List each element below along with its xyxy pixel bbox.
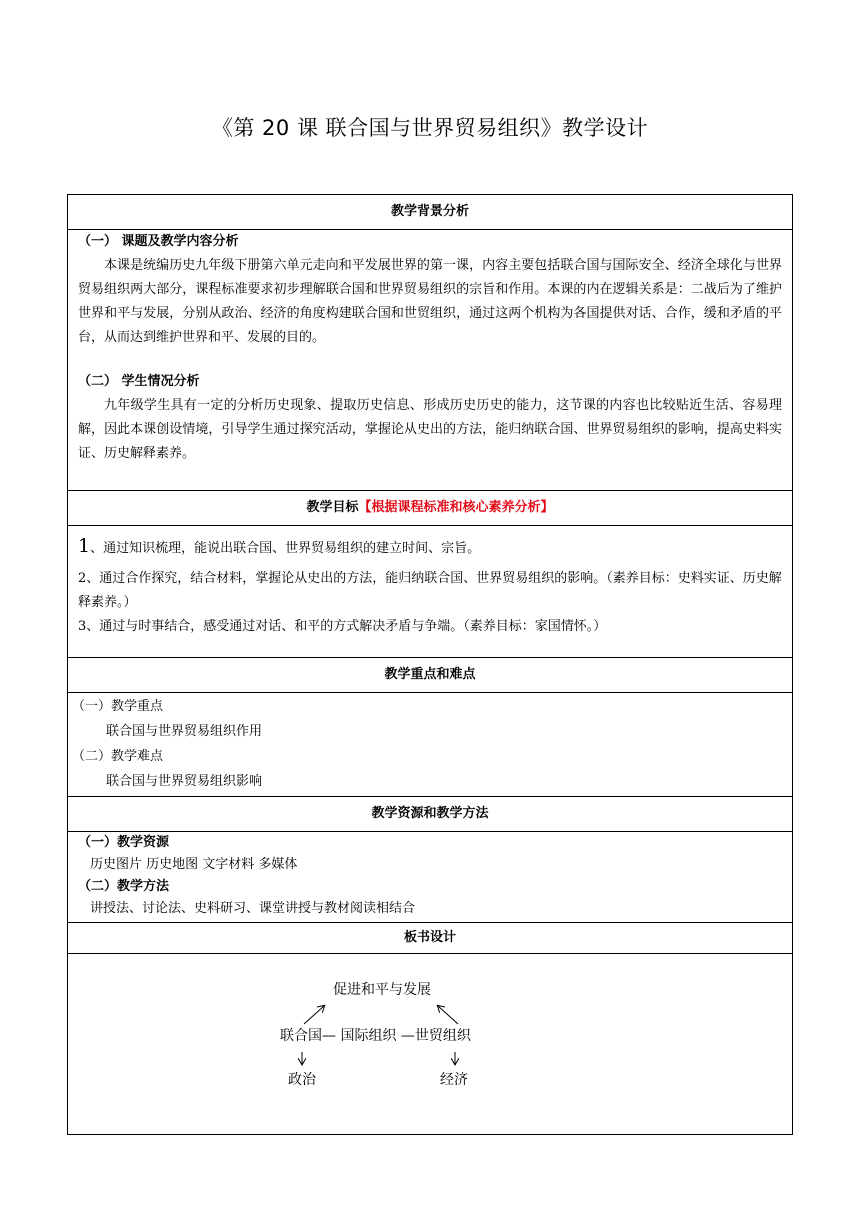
key-points-heading: 教学重点和难点 — [68, 658, 793, 693]
methods-label: （二）教学方法 — [78, 879, 170, 894]
board-middle-text: 联合国— 国际组织 —世贸组织 — [280, 1028, 471, 1044]
methods-text: 讲授法、讨论法、史料研习、课堂讲授与教材阅读相结合 — [90, 901, 416, 916]
resources-heading: 教学资源和教学方法 — [68, 797, 793, 832]
resources-text: 历史图片 历史地图 文字材料 多媒体 — [90, 857, 298, 872]
board-diagram — [68, 954, 792, 1134]
focus-label: （一）教学重点 — [72, 699, 164, 714]
background-section — [68, 230, 793, 491]
board-left-bottom-text: 政治 — [288, 1072, 316, 1088]
difficulty-label: （二）教学难点 — [72, 749, 164, 764]
objective-2: 2、通过合作探究，结合材料，掌握论从史出的方法，能归纳联合国、世界贸易组织的影响。（素养目标：史料实证、历史解释素养。） — [78, 571, 782, 610]
board-top-text: 促进和平与发展 — [333, 982, 431, 998]
difficulty-text: 联合国与世界贸易组织影响 — [106, 774, 263, 789]
key-points-section — [68, 693, 793, 797]
board-section — [68, 954, 793, 1135]
objective-3: 3、通过与时事结合，感受通过对话、和平的方式解决矛盾与争端。（素养目标：家国情怀。） — [78, 619, 607, 634]
board-heading: 板书设计 — [68, 923, 793, 954]
topic-text: 本课是统编历史九年级下册第六单元走向和平发展世界的第一课，内容主要包括联合国与国际安全、经济全球化与世界贸易组织两大部分，课程标准要求初步理解联合国和世界贸易组织的宗旨和作用。本课的内在逻辑关系是：二战后为了维护世界和平与发展，分别从政治、经济的角度构建联合国和世贸组织，通过这两个机构为各国提供对话、合作，缓和矛盾的平台，从而达到维护世界和平、发展的目的。 — [78, 258, 782, 345]
background-heading: 教学背景分析 — [68, 195, 793, 230]
board-right-bottom-text: 经济 — [440, 1072, 468, 1088]
resources-label: （一）教学资源 — [78, 835, 170, 850]
objectives-title: 教学目标 — [306, 500, 359, 515]
objective-1-number: 1 — [78, 535, 91, 557]
objective-1 — [78, 534, 782, 561]
objectives-section — [68, 526, 793, 658]
arrow-up-right — [438, 1006, 458, 1024]
objective-1-text: 、通过知识梳理，能说出联合国、世界贸易组织的建立时间、宗旨。 — [90, 541, 481, 556]
topic-heading: （一） 课题及教学内容分析 — [78, 234, 239, 249]
objectives-heading — [68, 491, 793, 526]
focus-text: 联合国与世界贸易组织作用 — [106, 724, 263, 739]
student-heading: （二） 学生情况分析 — [78, 374, 200, 389]
document-title: 《第 20 课 联合国与世界贸易组织》教学设计 — [211, 116, 649, 140]
resources-section — [68, 832, 793, 923]
arrow-up-left — [304, 1006, 324, 1024]
student-text: 九年级学生具有一定的分析历史现象、提取历史信息、形成历史历史的能力，这节课的内容也比较贴近生活、容易理解，因此本课创设情境，引导学生通过探究活动，掌握论从史出的方法，能归纳联合国、世界贸易组织的影响，提高史料实证、历史解释素养。 — [78, 398, 782, 461]
lesson-plan-table — [67, 194, 793, 1135]
objectives-note: 【根据课程标准和核心素养分析】 — [358, 500, 554, 515]
